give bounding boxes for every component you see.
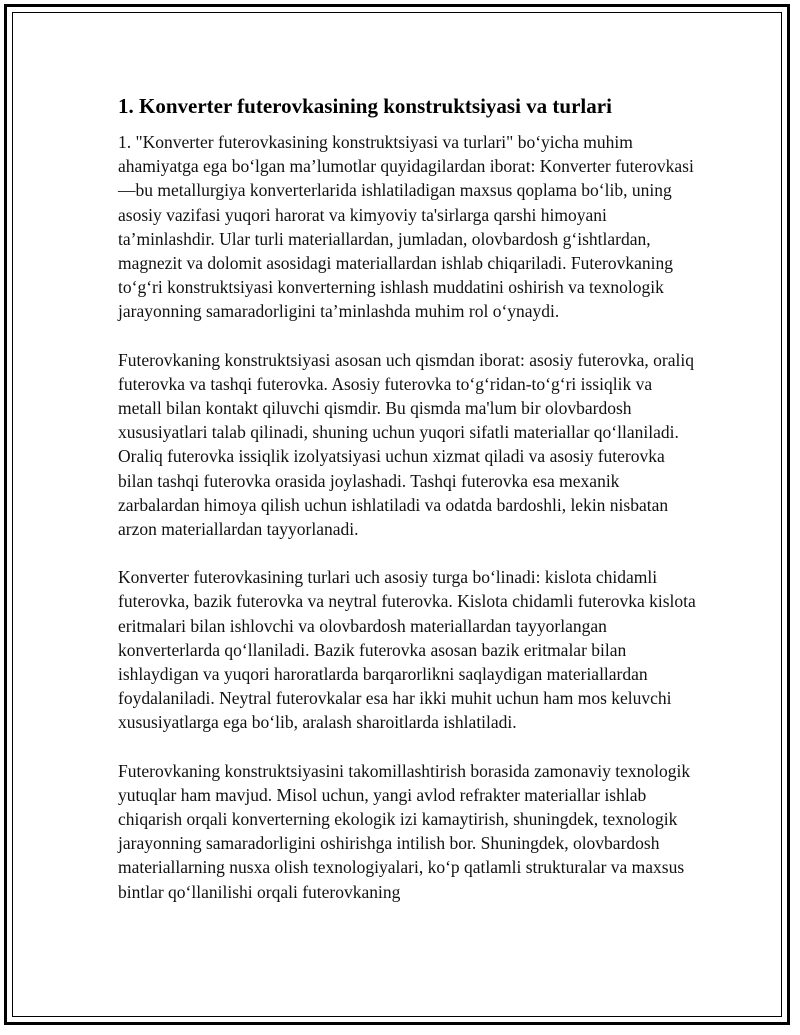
paragraph-1: 1. "Konverter futerovkasining konstruktsiyasi va turlari" bo‘yicha muhim ahamiyatga ega bo‘lgan ma’lumotlar quyidagilardan iborat: Konverter futerovkasi—bu metallurgiya konverterlarida ishlatiladigan maxsus qoplama bo‘lib, uning asosiy vazifasi yuqori harorat va kimyoviy ta'sirlarga qarshi himoyani ta’minlashdir. Ular turli materiallardan, jumladan, olovbardosh g‘ishtlardan, magnezit va dolomit asosidagi materiallardan ishlab chiqariladi. Futerovkaning to‘g‘ri konstruktsiyasi konverterning ishlash muddatini oshirish va texnologik jarayonning samaradorligini ta’minlashda muhim rol o‘ynaydi. xyxy=(118,132,694,322)
paragraph-4: Futerovkaning konstruktsiyasini takomillashtirish borasida zamonaviy texnologik yutuqlar ham mavjud. Misol uchun, yangi avlod refrakter materiallar ishlab chiqarish orqali konverterning ekologik izi kamaytirish, shuningdek, texnologik jarayonning samaradorligini oshirishga intilish bor. Shuningdek, olovbardosh materiallarning nusxa olish texnologiyalari, ko‘p qatlamli strukturalar va maxsus bintlar qo‘llanilishi orqali futerovkaning xyxy=(118,760,691,902)
document-title: 1. Konverter futerovkasining konstruktsiyasi va turlari xyxy=(118,94,612,118)
document-body xyxy=(118,92,698,928)
paragraph-3: Konverter futerovkasining turlari uch asosiy turga bo‘linadi: kislota chidamli futerovka, bazik futerovka va neytral futerovka. Kislota chidamli futerovka kislota eritmalari bilan ishlovchi va olovbardosh materiallardan tayyorlangan konverterlarda qo‘llaniladi. Bazik futerovka asosan bazik eritmalar bilan ishlaydigan va yuqori haroratlarda barqarorlikni saqlaydigan materiallardan foydalaniladi. Neytral futerovkalar esa har ikki muhit uchun ham mos keluvchi xususiyatlarga ega bo‘lib, aralash sharoitlarda ishlatiladi. xyxy=(118,567,696,733)
paragraph-2: Futerovkaning konstruktsiyasi asosan uch qismdan iborat: asosiy futerovka, oraliq futerovka va tashqi futerovka. Asosiy futerovka to‘g‘ridan-to‘g‘ri issiqlik va metall bilan kontakt qiluvchi qismdir. Bu qismda ma'lum bir olovbardosh xususiyatlari talab qilinadi, shuning uchun yuqori sifatli materiallar qo‘llaniladi. Oraliq futerovka issiqlik izolyatsiyasi uchun xizmat qiladi va asosiy futerovka bilan tashqi futerovka orasida joylashadi. Tashqi futerovka esa mexanik zarbalardan himoya qilish uchun ishlatiladi va odatda bardoshli, lekin nisbatan arzon materiallardan tayyorlanadi. xyxy=(118,349,694,540)
